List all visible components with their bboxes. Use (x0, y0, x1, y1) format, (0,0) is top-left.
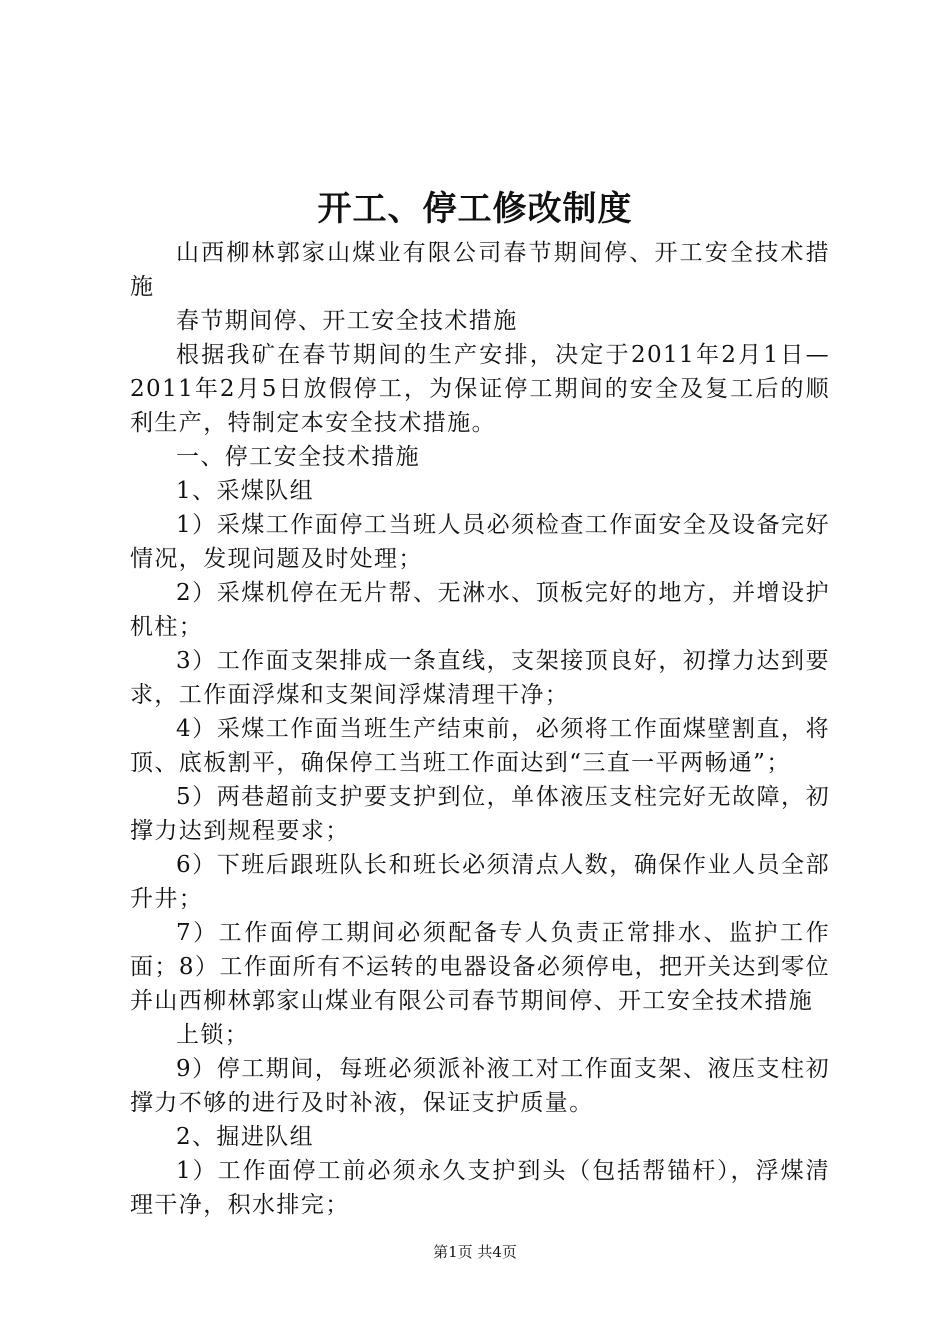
subsection-heading: 1、采煤队组 (176, 478, 315, 504)
paragraph: 上锁； (176, 1022, 250, 1048)
list-item: 9）停工期间，每班必须派补液工对工作面支架、液压支柱初撑力不够的进行及时补液，保证支护质量。 (130, 1056, 830, 1116)
list-item: 7）工作面停工期间必须配备专人负责正常排水、监护工作面；8）工作面所有不运转的电器设备必须停电，把开关达到零位并山西柳林郭家山煤业有限公司春节期间停、开工安全技术措施 (130, 920, 830, 1014)
list-item: 6）下班后跟班队长和班长必须清点人数，确保作业人员全部升井； (130, 852, 830, 912)
list-item: 2）采煤机停在无片帮、无淋水、顶板完好的地方，并增设护机柱； (130, 580, 830, 640)
document-body (130, 236, 830, 1222)
list-item: 1）采煤工作面停工当班人员必须检查工作面安全及设备完好情况，发现问题及时处理； (130, 512, 830, 572)
paragraph: 山西柳林郭家山煤业有限公司春节期间停、开工安全技术措施 (130, 240, 830, 300)
page-number-footer: 第1页 共4页 (433, 1243, 517, 1261)
document-title: 开工、停工修改制度 (317, 189, 633, 229)
list-item: 3）工作面支架排成一条直线，支架接顶良好，初撑力达到要求，工作面浮煤和支架间浮煤清理干净； (130, 648, 830, 708)
subsection-heading: 2、掘进队组 (176, 1124, 315, 1150)
section-heading: 一、停工安全技术措施 (176, 444, 420, 470)
list-item: 1）工作面停工前必须永久支护到头（包括帮锚杆），浮煤清理干净，积水排完； (130, 1158, 830, 1218)
paragraph: 春节期间停、开工安全技术措施 (176, 308, 518, 334)
list-item: 5）两巷超前支护要支护到位，单体液压支柱完好无故障，初撑力达到规程要求； (130, 784, 830, 844)
paragraph: 根据我矿在春节期间的生产安排，决定于2011年2月1日—2011年2月5日放假停工，为保证停工期间的安全及复工后的顺利生产，特制定本安全技术措施。 (130, 342, 830, 436)
list-item: 4）采煤工作面当班生产结束前，必须将工作面煤壁割直，将顶、底板割平，确保停工当班工作面达到“三直一平两畅通”； (130, 716, 830, 776)
